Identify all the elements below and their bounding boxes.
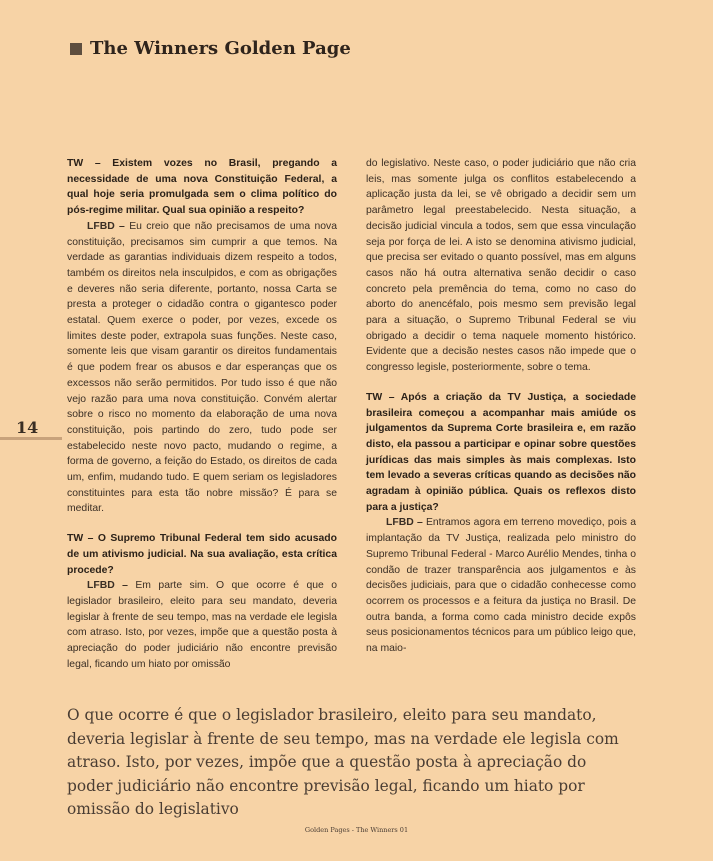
answer-3 <box>366 515 636 656</box>
answer-1-label: LFBD – <box>87 220 125 232</box>
pull-quote: O que ocorre é que o legislador brasileiro, eleito para seu mandato, deveria legislar à frente de seu tempo, mas na verdade ele legisla com atraso. Isto, por vezes, impõe que a questão posta à apreciação do poder judiciário não encontre previsão legal, ficando um hiato por omissão do legislativo <box>67 706 619 818</box>
page-number: 14 <box>16 418 39 437</box>
question-2: TW – O Supremo Tribunal Federal tem sido acusado de um ativismo judicial. Na sua avaliação, esta crítica procede? <box>67 533 337 576</box>
answer-2-label: LFBD – <box>87 580 128 592</box>
header-square-icon <box>70 43 82 55</box>
question-3: TW – Após a criação da TV Justiça, a sociedade brasileira começou a acompanhar mais amiúde os julgamentos da Suprema Corte brasileira e, em razão disto, ela passou a participar e opinar sobre questões jurídicas das mais simples às mais complexas. Isto tem levado a severas críticas quando as decisões não agradam à opinião pública. Quais os reflexos disto para a justiça? <box>366 391 636 513</box>
question-1: TW – Existem vozes no Brasil, pregando a necessidade de uma nova Constituição Federal, a qual hoje seria promulgada sem o clima político do pós-regime militar. Qual sua opinião a respeito? <box>67 158 337 217</box>
answer-1 <box>67 219 337 517</box>
right-column <box>366 156 636 657</box>
answer-2-text: Em parte sim. O que ocorre é que o legislador brasileiro, eleito para seu mandato, deveria legislar à frente de seu tempo, mas na verdade ele legisla com atraso. Isto, por vezes, impõe que a questão posta à apreciação do poder judiciário não encontre previsão legal, ficando um hiato por omissão <box>67 580 338 670</box>
answer-1-text: Eu creio que não precisamos de uma nova constituição, precisamos sim cumprir a que temos. Na verdade as garantias individuais dizem respeito a todos, também os direitos nela insculpidos, e com as obrigações e deveres não seria diferente, portanto, nossa Carta se presta a proteger o cidadão contra o gigantesco poder estatal. Quem exerce o poder, por vezes, excede os limites deste poder, extrapola suas funções. Neste caso, somente leis que visam garantir os direitos fundamentais é que podem frear os abusos e dar esperanças que os excessos não serão permitidos. Por tudo isso é que não vejo razão para uma nova constituição. Convém alertar sobre o risco no momento da elaboração de uma nova constituição, pois partindo do zero, tudo pode ser estabelecido neste novo pacto, mudando o regime, a forma de governo, a feição do Estado, os direitos de cada um, enfim, mudando tudo. E quem seriam os legisladores constituintes para esta tão nobre missão? É para se meditar. <box>67 220 337 515</box>
page-header <box>70 38 351 59</box>
page-title: The Winners Golden Page <box>90 38 351 59</box>
page-footer: Golden Pages - The Winners 01 <box>304 826 409 834</box>
answer-2-continued: do legislativo. Neste caso, o poder judiciário que não cria leis, mas somente julga os conflitos estabelecendo a aplicação justa da lei, se vê obrigado a decidir sem um parâmetro legal preestabelecido. Nesta situação, a decisão judicial vincula a todos, sem que essa vinculação seja por força de lei. A isto se denomina ativismo judicial, que precisa ser evitado o quanto possível, mas em alguns casos não há outra alternativa senão decidir o caso concreto pela premência do tema, como no caso do aborto do anencéfalo, pois mesmo sem previsão legal para a situação, o Supremo Tribunal Federal se viu obrigado a decidir o tema naquele momento histórico. Evidente que a decisão nestes casos não impede que o congresso legisle, posteriormente, sobre o tema. <box>366 158 636 374</box>
answer-2 <box>67 578 337 672</box>
left-column <box>67 156 337 673</box>
page-number-rule <box>0 437 62 440</box>
answer-3-label: LFBD – <box>386 517 423 529</box>
answer-3-text: Entramos agora em terreno movediço, pois a implantação da TV Justiça, realizada pelo ministro do Supremo Tribunal Federal - Marco Aurélio Mendes, tinha o condão de trazer transparência aos julgamentos e às decisões judiciais, para que o cidadão conhecesse como ocorrem os processos e a feitura da justiça no Brasil. De outra banda, a forma como cada ministro decide expôs seus posicionamentos técnicos para um público leigo que, na maio- <box>366 517 636 655</box>
